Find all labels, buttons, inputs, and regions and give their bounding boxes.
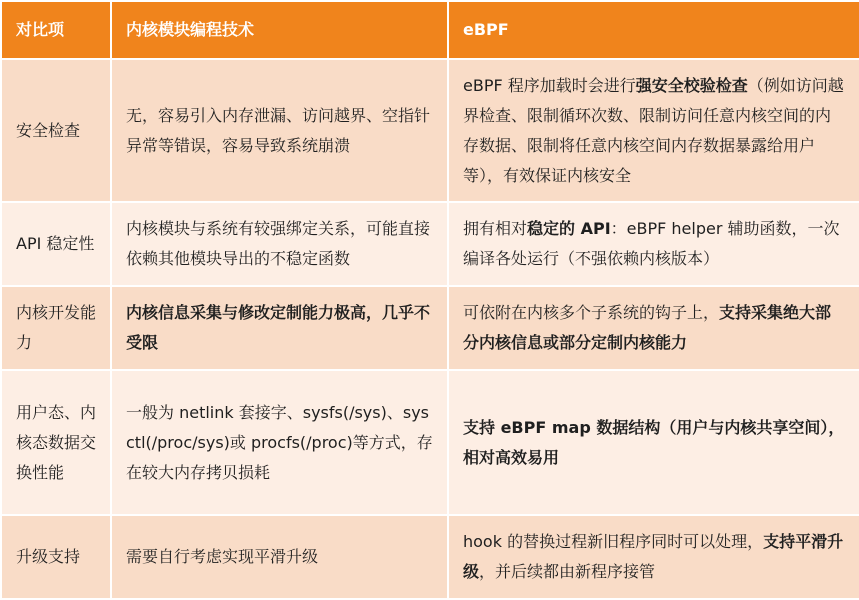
table-row-api-stability [1, 202, 859, 286]
header-ebpf: eBPF [448, 1, 859, 59]
ebpf-highlight: 支持平滑升级 [463, 532, 844, 581]
header-kernel-module: 内核模块编程技术 [111, 1, 448, 59]
kernel-module-cell: 需要自行考虑实现平滑升级 [111, 515, 448, 599]
ebpf-cell [448, 59, 859, 202]
ebpf-text: ，并后续都由新程序接管 [479, 562, 656, 581]
kernel-module-cell: 无，容易引入内存泄漏、访问越界、空指针异常等错误，容易导致系统崩溃 [111, 59, 448, 202]
ebpf-highlight: 支持采集绝大部分内核信息或部分定制内核能力 [463, 303, 832, 352]
row-label: API 稳定性 [1, 202, 111, 286]
table-row-data-exchange [1, 370, 859, 515]
ebpf-cell [448, 370, 859, 515]
ebpf-highlight: 稳定的 API [527, 219, 611, 238]
row-label: 内核开发能力 [1, 286, 111, 370]
row-label: 安全检查 [1, 59, 111, 202]
ebpf-cell [448, 286, 859, 370]
ebpf-highlight: 强安全校验检查 [635, 75, 748, 95]
kernel-module-cell [111, 286, 448, 370]
table-row-upgrade [1, 515, 859, 599]
ebpf-text: eBPF 程序加载时会进行 [463, 75, 636, 95]
kernel-module-cell: 一般为 netlink 套接字、sysfs(/sys)、sysctl(/proc/sys)或 procfs(/proc)等方式，存在较大内存拷贝损耗 [111, 370, 448, 515]
ebpf-highlight: 支持 eBPF map 数据结构（用户与内核共享空间），相对高效易用 [463, 417, 845, 467]
ebpf-text: ：eBPF helper 辅助函数，一次编译各处运行（不强依赖内核版本） [463, 219, 840, 268]
table-row-security [1, 59, 859, 202]
kernel-module-cell: 内核模块与系统有较强绑定关系，可能直接依赖其他模块导出的不稳定函数 [111, 202, 448, 286]
kernel-module-highlight: 内核信息采集与修改定制能力极高，几乎不受限 [126, 303, 431, 352]
ebpf-cell [448, 515, 859, 599]
table-row-dev-capability [1, 286, 859, 370]
ebpf-text: 拥有相对 [463, 219, 528, 238]
table-header-row [1, 1, 859, 59]
ebpf-cell [448, 202, 859, 286]
ebpf-text: hook 的替换过程新旧程序同时可以处理， [463, 532, 764, 551]
ebpf-text: （例如访问越界检查、限制循环次数、限制访问任意内核空间的内存数据、限制将任意内核空间内存数据暴露给用户等），有效保证内核安全 [463, 75, 844, 185]
ebpf-text: 可依附在内核多个子系统的钩子上， [463, 303, 720, 322]
row-label: 升级支持 [1, 515, 111, 599]
header-item: 对比项 [1, 1, 111, 59]
row-label: 用户态、内核态数据交换性能 [1, 370, 111, 515]
